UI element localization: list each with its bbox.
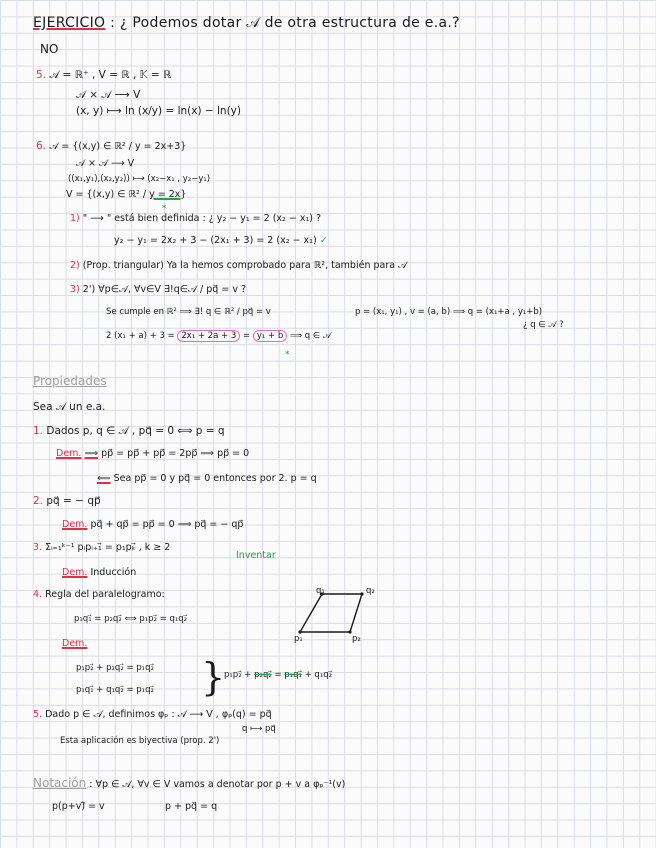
- ex6-p3-l3a: 2 (x₁ + a) + 3 =: [106, 331, 175, 341]
- prop1-dem2-text: Sea pp⃗ = 0 y pq⃗ = 0 entonces por 2. p = q: [113, 473, 317, 484]
- ex6-p3-l3c: =: [243, 331, 251, 341]
- prop1-dem-label: Dem.: [56, 448, 82, 459]
- fig-label-p2: p₂: [352, 634, 361, 644]
- ex5-sets: 𝒜 = ℝ⁺ , V = ℝ , 𝕂 = ℝ: [49, 69, 172, 81]
- ex6-v-part-a: V = {(x,y) ∈ ℝ² /: [66, 189, 150, 200]
- ex6-p3-line2a: Se cumple en ℝ² ⟹ ∃! q ∈ ℝ² / pq⃗ = v: [106, 307, 271, 317]
- ex6-v-part-b: y = 2x: [149, 189, 181, 200]
- prop2-text: pq⃗ = − qp⃗: [46, 495, 101, 507]
- prop5-num: 5.: [33, 709, 43, 720]
- prop5-bijective: Esta aplicación es biyectiva (prop. 2'): [60, 736, 220, 746]
- ex6-vector-space: [66, 188, 186, 202]
- ex6-p3: [70, 283, 246, 297]
- brace-icon: }: [201, 655, 226, 699]
- notation-text: : ∀p ∈ 𝒜, ∀v ∈ V vamos a denotar por p + v a φₚ⁻¹(v): [89, 779, 346, 790]
- ex5-line1: [36, 68, 171, 82]
- prop1-text: Dados p, q ∈ 𝒜 , pq⃗ = 0 ⟺ p = q: [46, 425, 225, 437]
- prop4-r-d: p₁q₁⃗: [284, 670, 302, 680]
- notation-eq1: p(p+v)⃗ = v: [52, 801, 105, 812]
- point-q2: [360, 592, 363, 595]
- notation-line: [33, 776, 345, 792]
- prop4-dem-result: [224, 668, 332, 682]
- ex6-p3-line2b: p = (x₁, y₁) , v = (a, b) ⟹ q = (x₁+a , y₁+b): [355, 307, 543, 317]
- prop1-dem1-arrow: ⟹: [84, 448, 99, 459]
- ex6-p1-num: 1): [70, 213, 80, 224]
- ex6-p2-num: 2): [70, 260, 80, 271]
- question: : ¿ Podemos dotar 𝒜 de otra estructura de e.a.?: [110, 15, 460, 31]
- header-line: [33, 16, 460, 30]
- prop4-text: Regla del paralelogramo:: [45, 589, 165, 600]
- ex5-map-rule: (x, y) ⟼ ln (x/y) = ln(x) − ln(y): [76, 105, 241, 117]
- ex6-v-part-c: }: [180, 189, 187, 200]
- prop3-text: Σᵢ₌₁ᵏ⁻¹ pᵢpᵢ₊₁⃗ = p₁pₖ⃗ , k ≥ 2: [45, 542, 171, 553]
- title: EJERCICIO: [33, 15, 106, 31]
- fig-label-p1: p₁: [294, 634, 303, 644]
- ex5-number: 5.: [36, 69, 47, 81]
- ex6-number: 6.: [36, 140, 47, 152]
- ex6-star-mark: *: [162, 204, 167, 214]
- fig-label-q1: q₁: [316, 586, 325, 596]
- prop4-r-b: p₂q₂⃗: [254, 670, 272, 680]
- prop4: [33, 588, 165, 602]
- prop3-dem-label: Dem.: [62, 567, 88, 578]
- ex6-p3-line3: [106, 329, 331, 343]
- prop4-r-c: =: [274, 670, 282, 680]
- ex6-p1-calc-line: [114, 234, 328, 248]
- prop4-r-e: + q₁q₂⃗: [304, 670, 333, 680]
- prop2-dem: [62, 518, 243, 532]
- prop4-dem-label: Dem.: [62, 638, 88, 649]
- answer: NO: [40, 42, 59, 56]
- ex6-p3-line2c: ¿ q ∈ 𝒜 ?: [523, 320, 564, 330]
- prop3-num: 3.: [33, 542, 43, 553]
- ex6-line1: [36, 139, 186, 154]
- props-intro: Sea 𝒜 un e.a.: [33, 401, 106, 413]
- ex6-p3-l3e: ⟹ q ∈ 𝒜: [289, 331, 332, 341]
- prop4-equivalence: p₁q₁⃗ = p₂q₂⃗ ⟺ p₁p₂⃗ = q₁q₂⃗: [74, 614, 188, 624]
- prop4-r-a: p₁p₂⃗ +: [224, 670, 252, 680]
- ex6-p3-l3b: 2x₁ + 2a + 3: [177, 330, 240, 342]
- ex6-p3-l3d: y₁ + b: [253, 330, 287, 342]
- ex6-under-mark: *: [285, 350, 290, 360]
- prop2: [33, 494, 101, 508]
- prop1-num: 1.: [33, 425, 44, 437]
- prop1-dem2-arrow: ⟸: [97, 473, 111, 484]
- prop4-dem-line1: p₁p₂⃗ + p₂q₂⃗ = p₁q₂⃗: [76, 663, 154, 673]
- notation-label: Notación: [33, 776, 87, 790]
- prop3-dem-text: Inducción: [90, 567, 137, 578]
- notation-eq2: p + pq⃗ = q: [165, 801, 218, 812]
- prop2-num: 2.: [33, 495, 44, 507]
- ex6-set: 𝒜 = {(x,y) ∈ ℝ² / y = 2x+3}: [49, 141, 187, 152]
- ex6-p2-text: (Prop. triangular) Ya la hemos comprobado para ℝ², también para 𝒜: [82, 260, 408, 271]
- ex6-p3-text: 2') ∀p∈𝒜, ∀v∈V ∃!q∈𝒜 / pq⃗ = v ?: [82, 284, 247, 295]
- prop1-dem1-text: pp⃗ = pp⃗ + pp⃗ = 2pp⃗ ⟹ pp⃗ = 0: [101, 448, 250, 459]
- prop1: [33, 424, 225, 438]
- prop3-dem: [62, 566, 136, 580]
- prop4-num: 4.: [33, 589, 43, 600]
- ex5-map-signature: 𝒜 × 𝒜 ⟶ V: [76, 89, 141, 101]
- ex6-p1-ok-mark: ✓: [319, 235, 328, 246]
- prop1-dem2: [97, 472, 317, 486]
- prop4-dem-line2: p₁q₁⃗ + q₁q₂⃗ = p₁q₂⃗: [76, 685, 154, 695]
- prop1-dem1: [56, 447, 249, 461]
- prop5-text: Dado p ∈ 𝒜, definimos φₚ : 𝒜 ⟶ V , φₚ(q) = pq⃗: [45, 709, 272, 720]
- prop5: [33, 708, 272, 722]
- parallelogram-shape: [300, 594, 362, 632]
- prop3: [33, 541, 170, 555]
- ex6-p1-calc: y₂ − y₁ = 2x₂ + 3 − (2x₁ + 3) = 2 (x₂ − x₁): [114, 235, 317, 246]
- ex6-p1-text: " ⟶ " está bien definida : ¿ y₂ − y₁ = 2 (x₂ − x₁) ?: [82, 213, 322, 224]
- prop5-map: q ⟼ pq⃗: [242, 724, 276, 734]
- fig-label-q2: q₂: [366, 586, 375, 596]
- prop2-dem-text: pq⃗ + qp⃗ = pp⃗ = 0 ⟹ pq⃗ = − qp⃗: [90, 519, 244, 530]
- ex6-map-signature: 𝒜 × 𝒜 ⟶ V: [76, 158, 135, 169]
- props-title: Propiedades: [33, 374, 107, 388]
- prop3-note: Inventar: [236, 550, 276, 561]
- ex6-p3-num: 3): [70, 284, 80, 295]
- ex6-p2: [70, 259, 407, 273]
- ex6-p1: [70, 212, 321, 226]
- prop2-dem-label: Dem.: [62, 519, 88, 530]
- prop4-dem-label-line: [62, 637, 87, 651]
- ex6-map-rule: ((x₁,y₁),(x₂,y₂)) ⟼ (x₂−x₁ , y₂−y₁): [68, 174, 211, 184]
